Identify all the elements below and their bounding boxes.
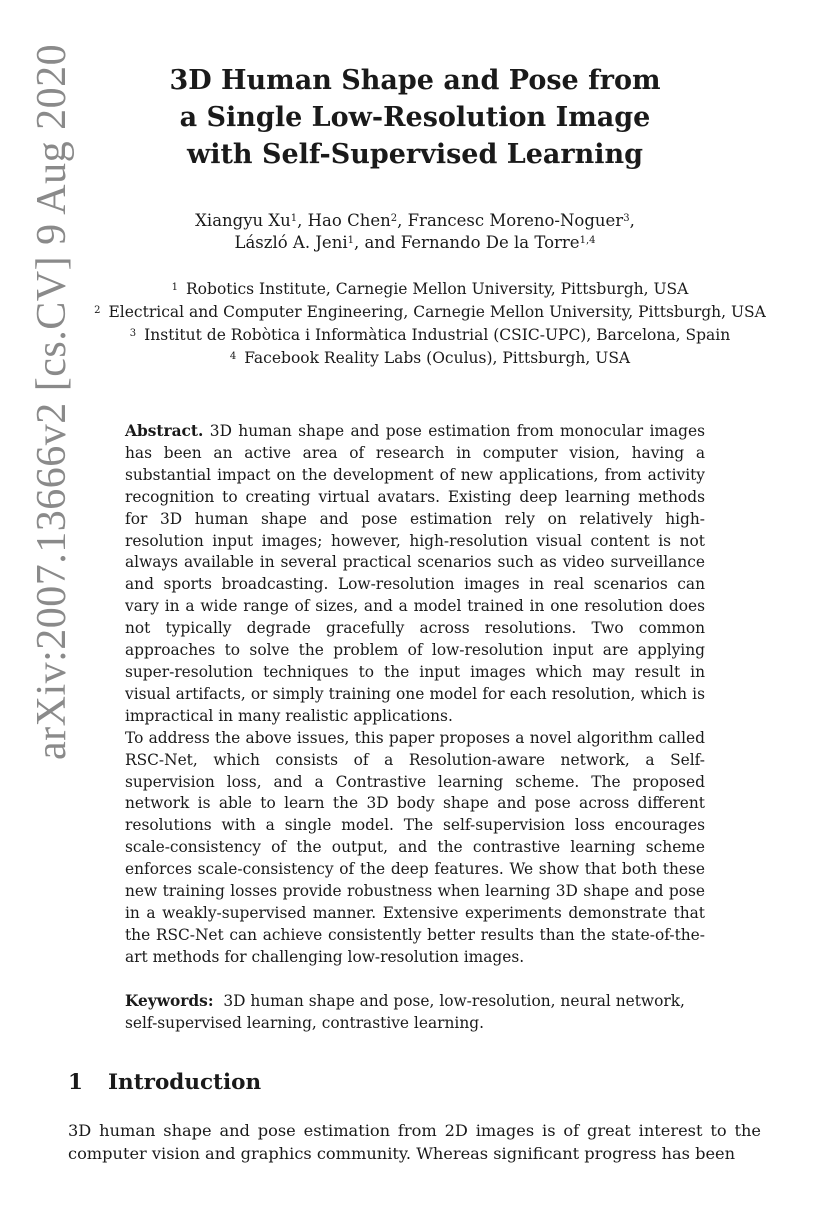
affiliation-list bbox=[70, 278, 790, 370]
author: Fernando De la Torre$^{1,4}$ bbox=[400, 233, 596, 252]
affiliation: $^4$ Facebook Reality Labs (Oculus), Pittsburgh, USA bbox=[229, 349, 631, 367]
author: Xiangyu Xu$^1$, bbox=[195, 211, 308, 230]
author-list bbox=[120, 210, 710, 254]
abstract-label: Abstract. bbox=[125, 422, 204, 440]
paper-title bbox=[120, 62, 710, 173]
abstract bbox=[125, 421, 705, 969]
affiliation: $^3$ Institut de Robòtica i Informàtica Industrial (CSIC-UPC), Barcelona, Spain bbox=[129, 326, 731, 344]
keywords bbox=[125, 990, 705, 1034]
abstract-paragraph-1: Abstract. 3D human shape and pose estimation from monocular images has been an active area of research in computer vision, having a substantial impact on the development of new applications, from activity recognition to creating virtual avatars. Existing deep learning methods for 3D human shape and pose estimation rely on relatively high-resolution input images; however, high-resolution visual content is not always available in several practical scenarios such as video surveillance and sports broadcasting. Low-resolution images in real scenarios can vary in a wide range of sizes, and a model trained in one resolution does not typically degrade gracefully across resolutions. Two common approaches to solve the problem of low-resolution input are applying super-resolution techniques to the input images which may result in visual artifacts, or simply training one model for each resolution, which is impractical in many realistic applications. bbox=[125, 422, 705, 725]
arxiv-identifier: arXiv:2007.13666v2 [cs.CV] 9 Aug 2020 bbox=[29, 43, 75, 760]
keywords-text: 3D human shape and pose, low-resolution, neural network, self-supervised learning, contrastive learning. bbox=[125, 992, 685, 1032]
title-line-1: 3D Human Shape and Pose from bbox=[169, 65, 661, 96]
author: László A. Jeni$^1$, and bbox=[234, 233, 401, 252]
affiliation: $^2$ Electrical and Computer Engineering, Carnegie Mellon University, Pittsburgh, USA bbox=[94, 303, 766, 321]
author: Hao Chen$^2$, bbox=[307, 211, 408, 230]
keywords-label: Keywords: bbox=[125, 992, 214, 1010]
section-title: Introduction bbox=[108, 1070, 262, 1095]
title-line-2: a Single Low-Resolution Image bbox=[179, 102, 651, 133]
section-number: 1 bbox=[68, 1070, 83, 1095]
section-heading bbox=[68, 1070, 261, 1095]
author: Francesc Moreno-Noguer$^3$, bbox=[407, 211, 635, 230]
affiliation: $^1$ Robotics Institute, Carnegie Mellon University, Pittsburgh, USA bbox=[171, 280, 689, 298]
title-line-3: with Self-Supervised Learning bbox=[186, 139, 644, 170]
introduction-text: 3D human shape and pose estimation from 2D images is of great interest to the computer vision and graphics community. Whereas significant progress has been bbox=[68, 1121, 761, 1163]
abstract-paragraph-2: To address the above issues, this paper proposes a novel algorithm called RSC-Net, which consists of a Resolution-aware network, a Self-supervision loss, and a Contrastive learning scheme. The proposed network is able to learn the 3D body shape and pose across different resolutions with a single model. The self-supervision loss encourages scale-consistency of the output, and the contrastive learning scheme enforces scale-consistency of the deep features. We show that both these new training losses provide robustness when learning 3D shape and pose in a weakly-supervised manner. Extensive experiments demonstrate that the RSC-Net can achieve consistently better results than the state-of-the-art methods for challenging low-resolution images. bbox=[125, 728, 705, 966]
